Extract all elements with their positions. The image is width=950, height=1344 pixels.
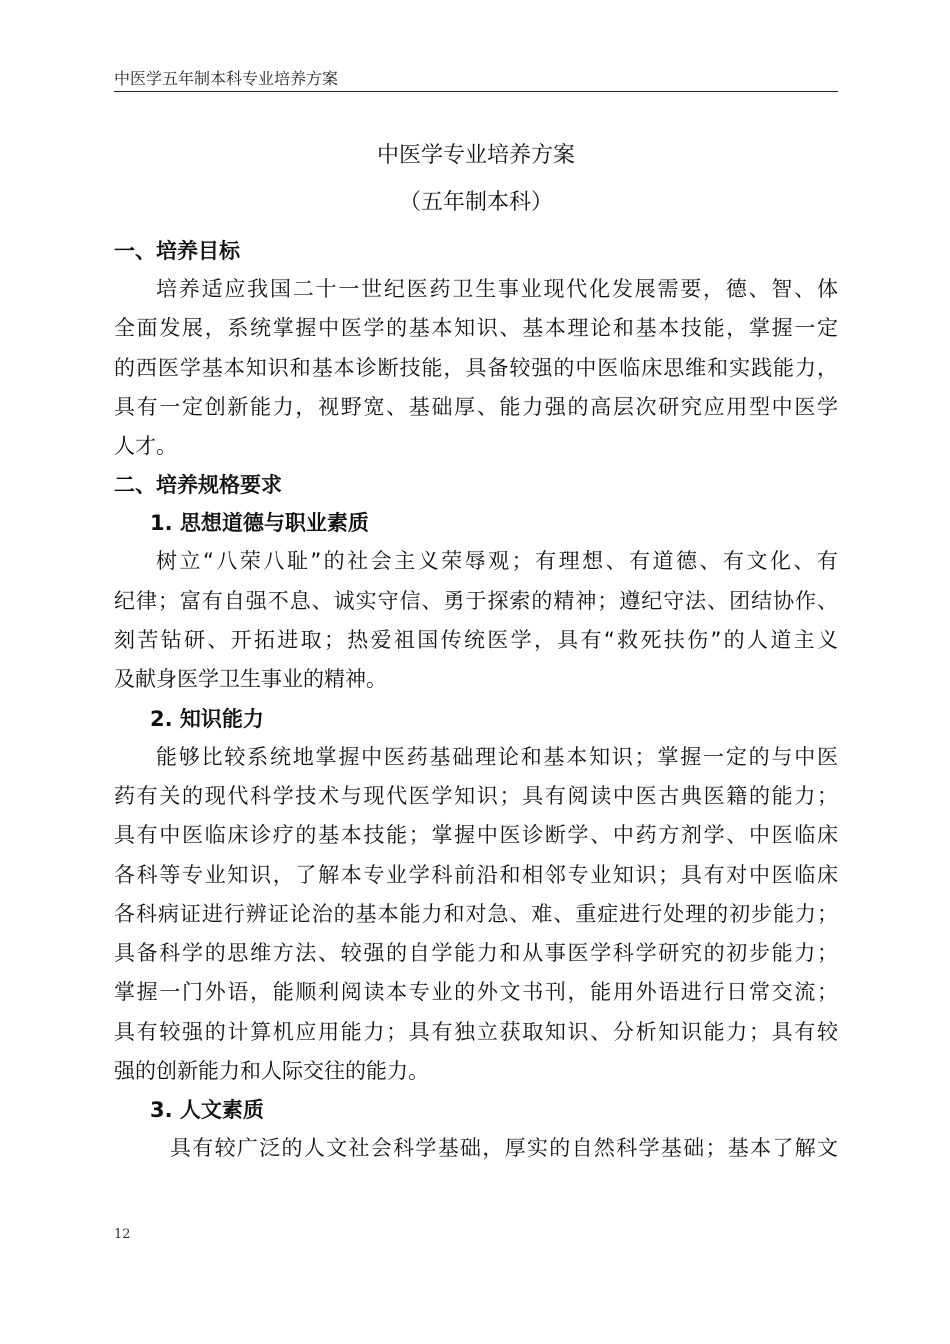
header-rule [114, 91, 838, 92]
section-heading-training-goal: 一、培养目标 [114, 239, 240, 263]
subsection-heading-humanities: 3. 人文素质 [150, 1098, 264, 1123]
document-title: 中医学专业培养方案 [376, 143, 575, 168]
text-line: 具有较广泛的人文社会科学基础，厚实的自然科学基础；基本了解文 [170, 1136, 838, 1161]
text-line: 具有较强的计算机应用能力；具有独立获取知识、分析知识能力；具有较 [114, 1019, 838, 1044]
text-line: 纪律；富有自强不息、诚实守信、勇于探索的精神；遵纪守法、团结协作、 [114, 588, 838, 613]
subsection-heading-knowledge: 2. 知识能力 [150, 706, 264, 731]
running-header: 中医学五年制本科专业培养方案 [114, 69, 339, 88]
subsection-heading-ethics: 1. 思想道德与职业素质 [150, 511, 369, 536]
text-line: 各科等专业知识，了解本专业学科前沿和相邻专业知识；具有对中医临床 [114, 862, 838, 887]
text-line: 掌握一门外语，能顺利阅读本专业的外文书刊，能用外语进行日常交流； [114, 980, 838, 1005]
text-line: 各科病证进行辨证论治的基本能力和对急、难、重症进行处理的初步能力； [114, 901, 838, 926]
text-line: 药有关的现代科学技术与现代医学知识；具有阅读中医古典医籍的能力； [114, 783, 838, 808]
document-body [114, 232, 838, 1169]
paragraph-humanities [114, 1129, 838, 1168]
text-line: 的西医学基本知识和基本诊断技能，具备较强的中医临床思维和实践能力， [114, 355, 838, 380]
text-line: 具有中医临床诊疗的基本技能；掌握中医诊断学、中药方剂学、中医临床 [114, 823, 838, 848]
text-line: 具备科学的思维方法、较强的自学能力和从事医学科学研究的初步能力； [114, 941, 838, 966]
text-line: 强的创新能力和人际交往的能力。 [114, 1059, 429, 1084]
text-line: 具有一定创新能力，视野宽、基础厚、能力强的高层次研究应用型中医学 [114, 394, 838, 419]
paragraph-training-goal [114, 270, 838, 466]
text-line: 刻苦钻研、开拓进取；热爱祖国传统医学，具有“救死扶伤”的人道主义 [114, 628, 838, 653]
paragraph-ethics [114, 542, 838, 699]
document-subtitle: （五年制本科） [398, 190, 553, 215]
text-line: 能够比较系统地掌握中医药基础理论和基本知识；掌握一定的与中医 [156, 744, 838, 769]
page-number: 12 [114, 1227, 131, 1242]
section-heading-requirements: 二、培养规格要求 [114, 473, 282, 498]
text-line: 全面发展，系统掌握中医学的基本知识、基本理论和基本技能，掌握一定 [114, 316, 838, 341]
text-line: 培养适应我国二十一世纪医药卫生事业现代化发展需要，德、智、体 [156, 277, 838, 301]
text-line: 人才。 [114, 434, 177, 459]
text-line: 及献身医学卫生事业的精神。 [114, 667, 387, 692]
paragraph-knowledge [114, 738, 838, 1092]
text-line: 树立“八荣八耻”的社会主义荣辱观；有理想、有道德、有文化、有 [156, 549, 838, 574]
